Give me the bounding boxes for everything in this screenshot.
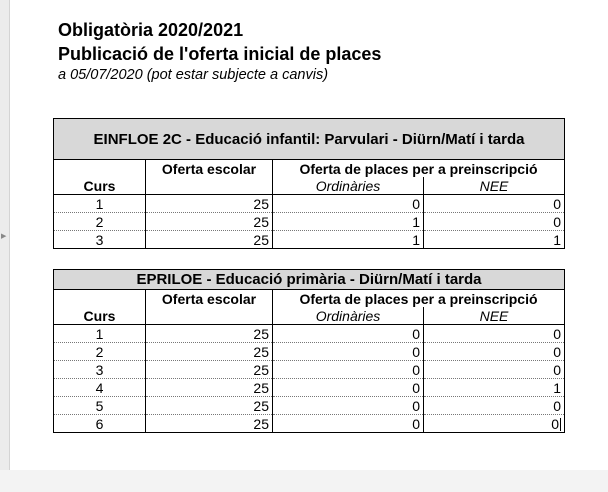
ordinaries-cell[interactable]: 0 bbox=[273, 415, 424, 433]
nee-cell[interactable]: 1 bbox=[424, 379, 565, 397]
ordinaries-cell[interactable]: 1 bbox=[273, 231, 424, 249]
ordinaries-cell[interactable]: 0 bbox=[273, 397, 424, 415]
document-title: Obligatòria 2020/2021 bbox=[58, 20, 244, 40]
curs-cell[interactable]: 1 bbox=[54, 195, 146, 213]
oferta-cell[interactable]: 25 bbox=[146, 325, 273, 343]
table-row bbox=[54, 415, 565, 433]
nee-cell[interactable]: 0 bbox=[424, 325, 565, 343]
nee-header: NEE bbox=[424, 307, 565, 325]
oferta-cell[interactable]: 25 bbox=[146, 397, 273, 415]
table-row bbox=[54, 379, 565, 397]
ordinaries-cell[interactable]: 0 bbox=[273, 379, 424, 397]
ordinaries-cell[interactable]: 1 bbox=[273, 213, 424, 231]
publication-date-note: a 05/07/2020 (pot estar subjecte a canvis) bbox=[58, 67, 329, 83]
curs-header: Curs bbox=[54, 307, 146, 325]
ordinaries-cell[interactable]: 0 bbox=[273, 325, 424, 343]
oferta-preinscripcio-header: Oferta de places per a preinscripció bbox=[273, 160, 565, 178]
oferta-escolar-header: Oferta escolar bbox=[146, 160, 273, 178]
nee-cell[interactable]: 0 bbox=[424, 343, 565, 361]
curs-cell[interactable]: 4 bbox=[54, 379, 146, 397]
table-row bbox=[54, 195, 565, 213]
oferta-cell[interactable]: 25 bbox=[146, 361, 273, 379]
nee-cell[interactable]: 0 bbox=[424, 397, 565, 415]
table-heading: EPRILOE - Educació primària - Diürn/Matí i tarda bbox=[54, 270, 565, 290]
nee-cell[interactable]: 1 bbox=[424, 231, 565, 249]
oferta-escolar-header-spacer bbox=[146, 177, 273, 195]
table-row bbox=[54, 361, 565, 379]
left-gutter bbox=[0, 0, 10, 470]
ordinaries-header: Ordinàries bbox=[273, 307, 424, 325]
oferta-cell[interactable]: 25 bbox=[146, 343, 273, 361]
nee-cell-active[interactable] bbox=[424, 415, 565, 433]
curs-header-spacer bbox=[54, 160, 146, 178]
table-row bbox=[54, 397, 565, 415]
curs-cell[interactable]: 2 bbox=[54, 343, 146, 361]
oferta-cell[interactable]: 25 bbox=[146, 231, 273, 249]
table-row bbox=[54, 325, 565, 343]
curs-header: Curs bbox=[54, 177, 146, 195]
nee-header: NEE bbox=[424, 177, 565, 195]
nee-cell[interactable]: 0 bbox=[424, 195, 565, 213]
curs-cell[interactable]: 1 bbox=[54, 325, 146, 343]
expand-arrow-icon[interactable]: ▶ bbox=[1, 233, 7, 240]
ordinaries-cell[interactable]: 0 bbox=[273, 343, 424, 361]
ordinaries-cell[interactable]: 0 bbox=[273, 361, 424, 379]
table-row bbox=[54, 343, 565, 361]
curs-cell[interactable]: 5 bbox=[54, 397, 146, 415]
curs-header-spacer bbox=[54, 290, 146, 308]
table-row bbox=[54, 213, 565, 231]
curs-cell[interactable]: 6 bbox=[54, 415, 146, 433]
nee-cell[interactable]: 0 bbox=[424, 213, 565, 231]
ordinaries-cell[interactable]: 0 bbox=[273, 195, 424, 213]
offer-table-einfloe bbox=[53, 118, 565, 249]
table-heading: EINFLOE 2C - Educació infantil: Parvulari - Diürn/Matí i tarda bbox=[54, 119, 565, 160]
nee-cell[interactable]: 0 bbox=[424, 361, 565, 379]
bottom-band bbox=[0, 470, 608, 492]
oferta-cell[interactable]: 25 bbox=[146, 195, 273, 213]
ordinaries-header: Ordinàries bbox=[273, 177, 424, 195]
oferta-cell[interactable]: 25 bbox=[146, 213, 273, 231]
oferta-cell[interactable]: 25 bbox=[146, 415, 273, 433]
curs-cell[interactable]: 2 bbox=[54, 213, 146, 231]
curs-cell[interactable]: 3 bbox=[54, 231, 146, 249]
oferta-escolar-header-spacer bbox=[146, 307, 273, 325]
offer-table-epriloe bbox=[53, 269, 565, 433]
document-subtitle: Publicació de l'oferta inicial de places bbox=[58, 44, 382, 64]
nee-value: 0 bbox=[551, 415, 559, 432]
oferta-preinscripcio-header: Oferta de places per a preinscripció bbox=[273, 290, 565, 308]
table-row bbox=[54, 231, 565, 249]
oferta-escolar-header: Oferta escolar bbox=[146, 290, 273, 308]
oferta-cell[interactable]: 25 bbox=[146, 379, 273, 397]
text-cursor bbox=[560, 418, 561, 431]
curs-cell[interactable]: 3 bbox=[54, 361, 146, 379]
